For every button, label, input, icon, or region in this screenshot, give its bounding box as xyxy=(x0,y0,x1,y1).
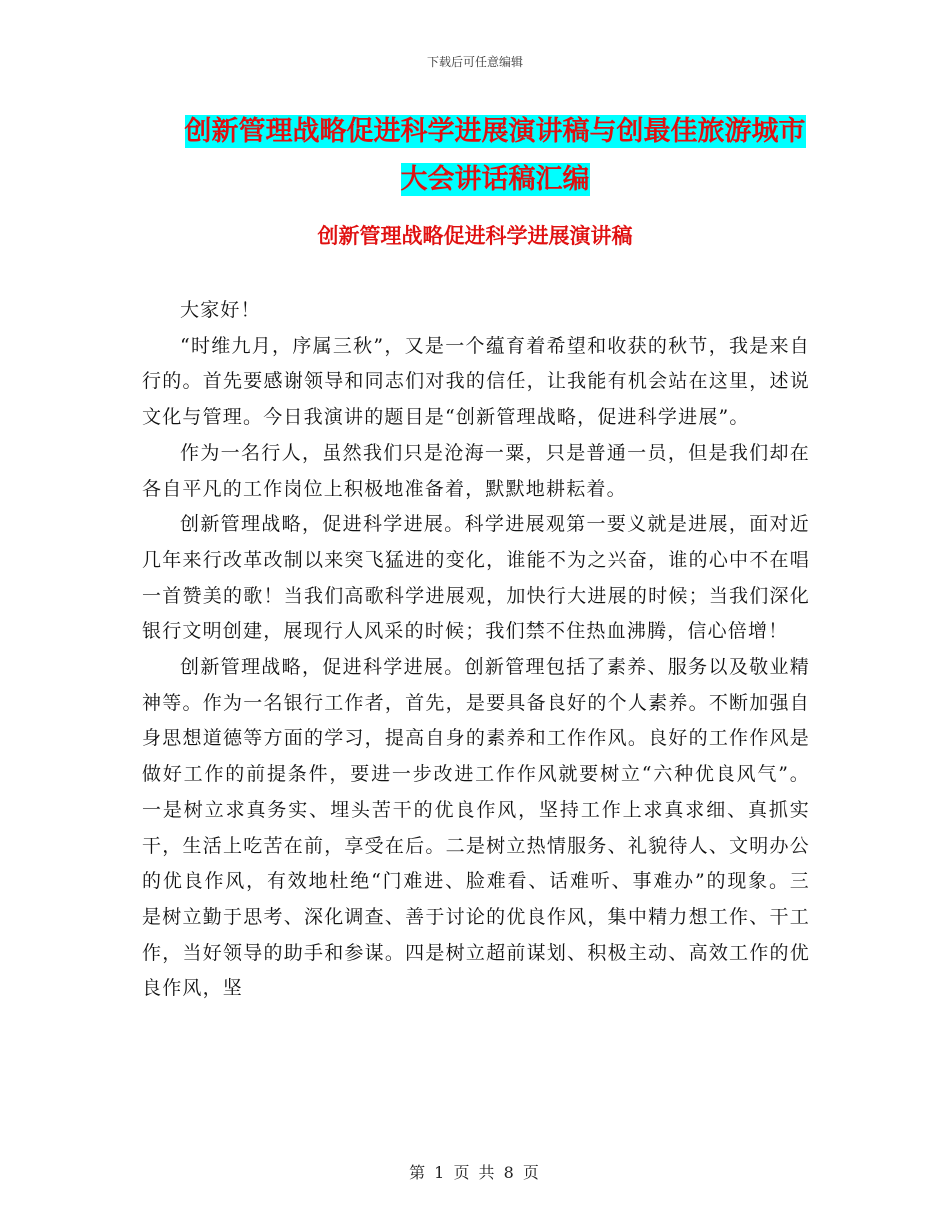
paragraph: 创新管理战略，促进科学进展。科学进展观第一要义就是进展，面对近几年来行改革改制以来突飞猛进的变化，谁能不为之兴奋，谁的心中不在唱一首赞美的歌！当我们高歌科学进展观，加快行大进展的时候；当我们深化银行文明创建，展现行人风采的时候；我们禁不住热血沸腾，信心倍增！ xyxy=(142,513,810,643)
header-note: 下载后可任意编辑 xyxy=(426,55,523,69)
paragraph: “时维九月，序属三秋”，又是一个蕴育着希望和收获的秋节，我是来自行的。首先要感谢领导和同志们对我的信任，让我能有机会站在这里，述说文化与管理。今日我演讲的题目是“创新管理战略，促进科学进展”。 xyxy=(142,334,810,429)
paragraph: 作为一名行人，虽然我们只是沧海一粟，只是普通一员，但是我们却在各自平凡的工作岗位上积极地准备着，默默地耕耘着。 xyxy=(142,441,810,500)
paragraph-greeting: 大家好！ xyxy=(180,299,261,321)
document-title-line-2: 大会讲话稿汇编 xyxy=(400,164,590,195)
page-indicator: 第 1 页 共 8 页 xyxy=(409,1163,541,1182)
document-title-line-1: 创新管理战略促进科学进展演讲稿与创最佳旅游城市 xyxy=(184,116,806,147)
section-title: 创新管理战略促进科学进展演讲稿 xyxy=(317,224,633,248)
document-title xyxy=(100,108,890,204)
paragraph: 创新管理战略，促进科学进展。创新管理包括了素养、服务以及敬业精神等。作为一名银行工作者，首先，是要具备良好的个人素养。不断加强自身思想道德等方面的学习，提高自身的素养和工作作风。良好的工作作风是做好工作的前提条件，要进一步改进工作作风就要树立“六种优良风气”。一是树立求真务实、埋头苦干的优良作风，坚持工作上求真求细、真抓实干，生活上吃苦在前，享受在后。二是树立热情服务、礼貌待人、文明办公的优良作风，有效地杜绝“门难进、脸难看、话难听、事难办”的现象。三是树立勤于思考、深化调查、善于讨论的优良作风，集中精力想工作、干工作，当好领导的助手和参谋。四是树立超前谋划、积极主动、高效工作的优良作风，坚 xyxy=(142,656,810,1000)
document-body xyxy=(142,293,810,1007)
